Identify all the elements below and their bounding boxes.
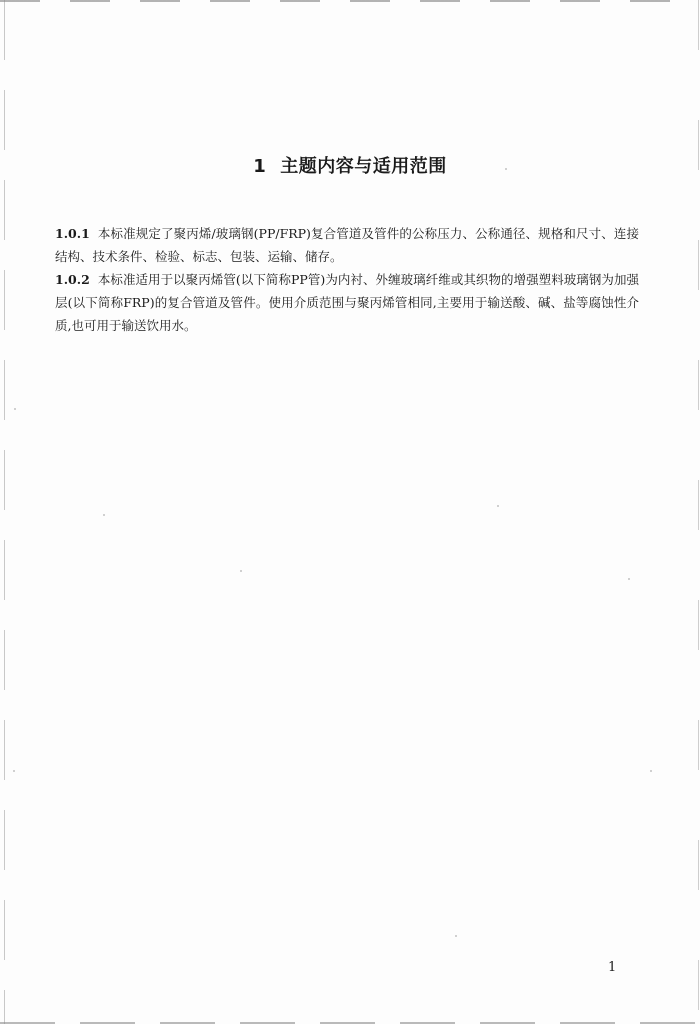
clause-text: 本标准适用于以聚丙烯管(以下简称PP管)为内衬、外缠玻璃纤维或其织物的增强塑料玻璃钢为加强层(以下简称FRP)的复合管道及管件。使用介质范围与聚丙烯管相同,主要用于输送酸、碱、盐等腐蚀性介质,也可用于输送饮用水。 — [55, 272, 639, 333]
scan-speck — [240, 570, 242, 572]
scan-speck — [14, 408, 16, 410]
scan-speck — [628, 578, 630, 580]
clause-1-0-1 — [55, 222, 639, 268]
scan-speck — [13, 770, 15, 772]
section-body — [55, 222, 639, 337]
clause-1-0-2 — [55, 268, 639, 337]
section-heading — [0, 152, 700, 178]
scan-speck — [103, 514, 105, 516]
section-number: 1 — [253, 156, 267, 177]
scan-speck — [455, 935, 457, 937]
scan-edge-top — [0, 0, 700, 2]
clause-text: 本标准规定了聚丙烯/玻璃钢(PP/FRP)复合管道及管件的公称压力、公称通径、规格和尺寸、连接结构、技术条件、检验、标志、包装、运输、储存。 — [55, 226, 639, 264]
clause-number: 1.0.1 — [55, 226, 90, 241]
section-title: 主题内容与适用范围 — [280, 156, 447, 177]
clause-number: 1.0.2 — [55, 272, 90, 287]
scan-speck — [497, 505, 499, 507]
page-number: 1 — [608, 960, 617, 975]
scan-speck — [650, 770, 652, 772]
